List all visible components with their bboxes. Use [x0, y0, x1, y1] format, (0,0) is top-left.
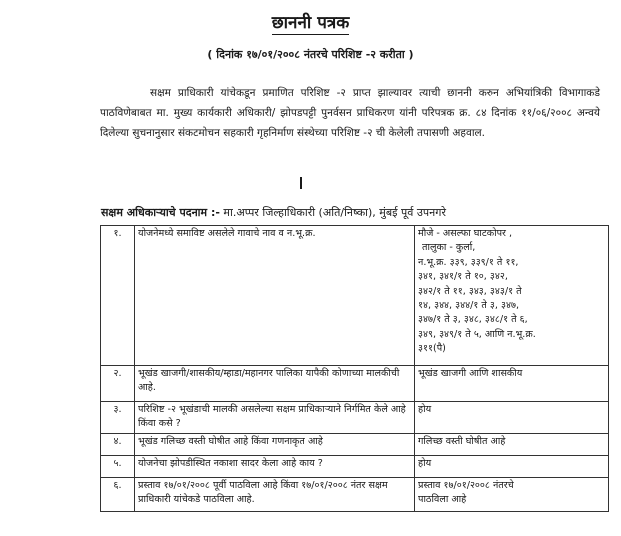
officer-designation: [101, 205, 611, 220]
scrutiny-table: [100, 225, 609, 512]
row-number: ४.: [101, 434, 135, 456]
page-title: छाननी पत्रक: [271, 13, 350, 33]
vertical-mark: [300, 177, 302, 189]
table-row: [101, 478, 609, 512]
table-row: [101, 456, 609, 478]
row-number: २.: [101, 366, 135, 402]
row-question: भूखंड गलिच्छ वस्ती घोषीत आहे किंवा गणनाकृत आहे: [135, 434, 415, 456]
row-answer: गलिच्छ वस्ती घोषीत आहे: [415, 434, 609, 456]
table-row: [101, 366, 609, 402]
table-row: [101, 402, 609, 434]
row-number: ६.: [101, 478, 135, 512]
officer-value: मा.अप्पर जिल्हाधिकारी (अति/निष्का), मुंबई पूर्व उपनगरे: [223, 206, 446, 219]
row-question: भूखंड खाजगी/शासकीय/म्हाडा/महानगर पालिका यापैकी कोणाच्या मालकीची आहे.: [135, 366, 415, 402]
row-answer: मौजे - असल्फा घाटकोपर , तालुका - कुर्ला, न.भू.क्र. ३३९, ३३९/१ ते ११, ३४१, ३४१/१ ते १०, ३४२, ३४२/१ ते ११, ३४३, ३४३/१ ते १४, ३४४, ३४४/१ ते ३, ३४७, ३४७/१ ते ३, ३४८, ३४८/१ ते ६, ३४९, ३४९/१ ते ५, आणि न.भू.क्र. ३११(पै): [415, 226, 609, 366]
table-row: [101, 434, 609, 456]
row-answer: होय: [415, 456, 609, 478]
row-answer: प्रस्ताव १७/०१/२००८ नंतरचे पाठविला आहे: [415, 478, 609, 512]
row-question: परिशिष्ट -२ भूखंडाची मालकी असलेल्या सक्षम प्राधिकाऱ्याने निर्गमित केले आहे किंवा कसे ?: [135, 402, 415, 434]
row-number: ५.: [101, 456, 135, 478]
row-answer: भूखंड खाजगी आणि शासकीय: [415, 366, 609, 402]
row-question: योजनेचा झोपडीस्थित नकाशा सादर केला आहे काय ?: [135, 456, 415, 478]
row-answer: होय: [415, 402, 609, 434]
row-question: प्रस्ताव १७/०१/२००८ पूर्वी पाठविला आहे किंवा १७/०१/२००८ नंतर सक्षम प्राधिकारी यांचेकडे पाठविला आहे.: [135, 478, 415, 512]
page-subtitle: ( दिनांक १७/०१/२००८ नंतरचे परिशिष्ट -२ करीता ): [207, 48, 414, 61]
row-question: योजनेमध्ये समाविष्ट असलेले गावाचे नाव व न.भू.क्र.: [135, 226, 415, 366]
officer-label: सक्षम अधिकाऱ्याचे पदनाम :-: [101, 206, 220, 219]
table-row: [101, 226, 609, 366]
row-number: १.: [101, 226, 135, 366]
row-number: ३.: [101, 402, 135, 434]
intro-paragraph: सक्षम प्राधिकारी यांचेकडून प्रमाणित परिशिष्ट -२ प्राप्त झाल्यावर त्याची छाननी करुन अभियांत्रिकी विभागाकडे पाठविणेबाबत मा. मुख्य कार्यकारी अधिकारी/ झोपडपट्टी पुनर्वसन प्राधिकरण यांनी परिपत्रक क्र. ८४ दिनांक ११/०६/२००८ अन्वये दिलेल्या सुचनानुसार संकटमोचन सहकारी गृहनिर्माण संस्थेच्या परिशिष्ट -२ ची केलेली तपासणी अहवाल.: [100, 87, 600, 139]
